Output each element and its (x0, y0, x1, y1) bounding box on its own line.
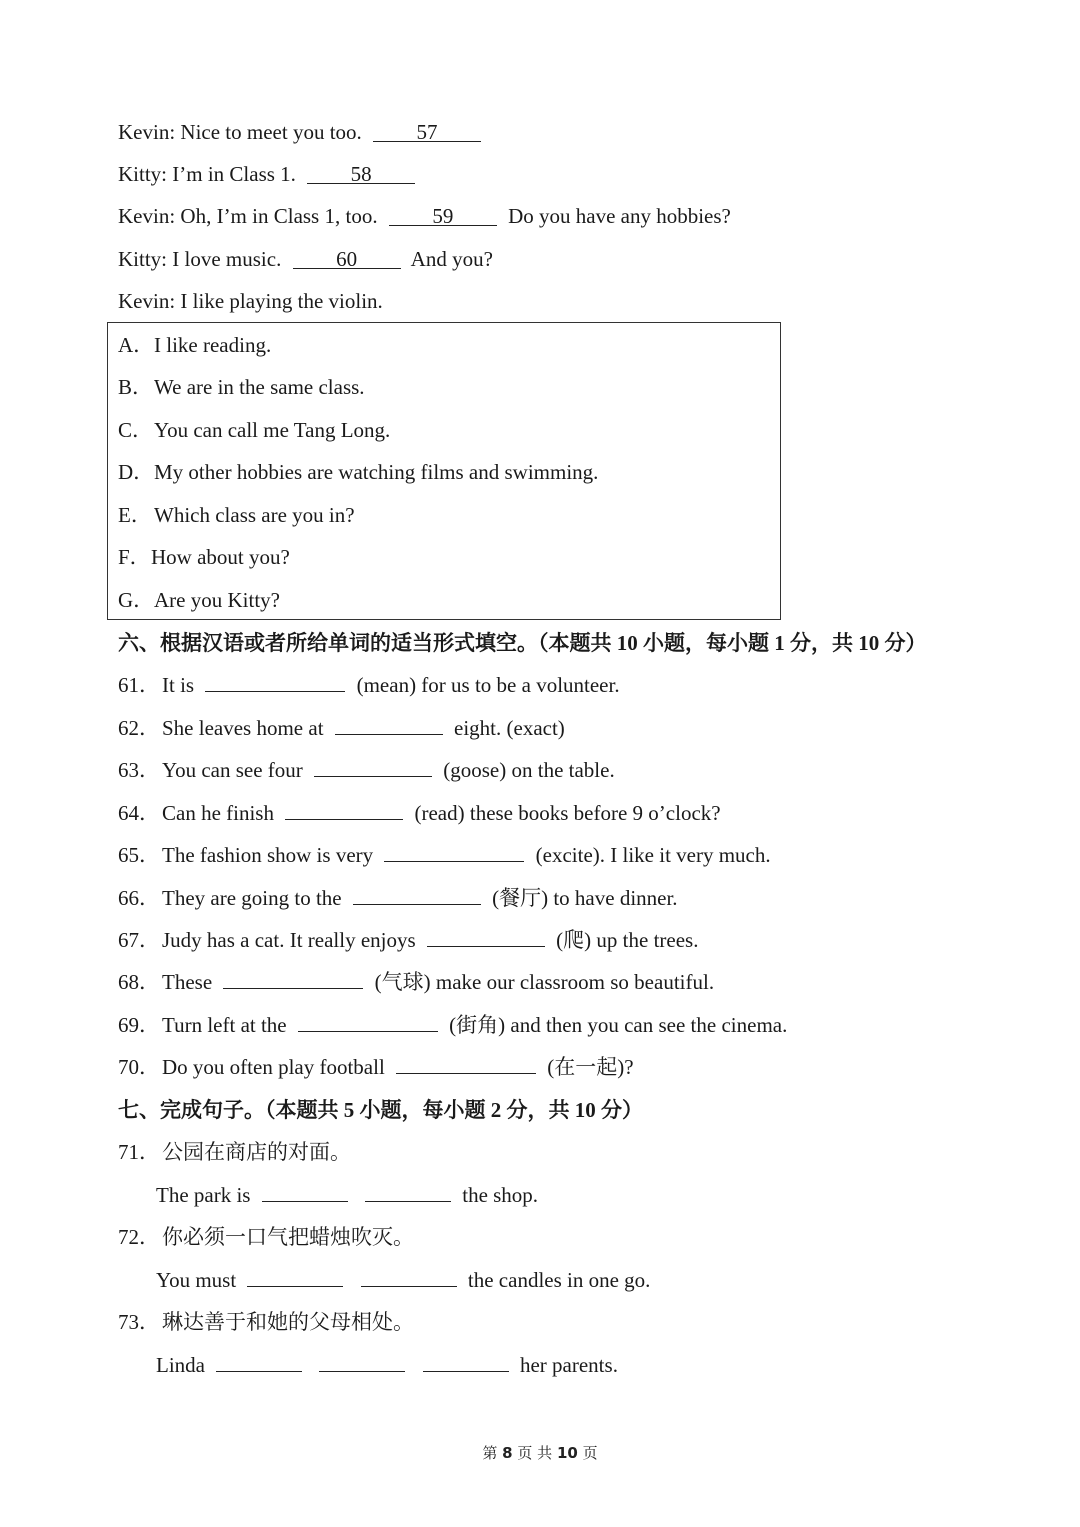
question-73-prompt: 73．琳达善于和她的父母相处。 (118, 1310, 414, 1334)
page-footer: 第 8 页 共 10 页 (482, 1444, 598, 1462)
question-71-prompt: 71．公园在商店的对面。 (118, 1140, 351, 1164)
dialogue-line: Kitty: I’m in Class 1. 58 (118, 160, 421, 188)
answer-blank-57[interactable]: 57 (373, 121, 481, 142)
question-61: 61．It is (mean) for us to be a volunteer. (118, 673, 620, 697)
answer-blank[interactable] (298, 1011, 438, 1032)
answer-blank[interactable] (319, 1351, 405, 1372)
question-65: 65．The fashion show is very (excite). I like it very much. (118, 843, 771, 867)
answer-blank[interactable] (423, 1351, 509, 1372)
question-73-answer: Linda her parents. (156, 1353, 618, 1377)
answer-blank-58[interactable]: 58 (307, 163, 415, 184)
answer-blank[interactable] (223, 968, 363, 989)
question-71-answer: The park is the shop. (156, 1183, 539, 1207)
option-f: F．How about you? (118, 545, 290, 569)
option-a: A．I like reading. (118, 333, 272, 357)
dialogue-line: Kevin: I like playing the violin. (118, 289, 383, 313)
option-e: E． Which class are you in? (118, 503, 355, 527)
question-72-prompt: 72．你必须一口气把蜡烛吹灭。 (118, 1225, 414, 1249)
section-6-heading: 六、根据汉语或者所给单词的适当形式填空。（本题共 10 小题，每小题 1 分，共 10 分） (118, 631, 927, 655)
question-66: 66．They are going to the (餐厅) to have dinner. (118, 886, 678, 910)
answer-blank[interactable] (365, 1181, 451, 1202)
section-7-heading: 七、完成句子。（本题共 5 小题，每小题 2 分，共 10 分） (118, 1098, 643, 1122)
answer-blank[interactable] (396, 1053, 536, 1074)
answer-blank[interactable] (205, 671, 345, 692)
answer-blank[interactable] (216, 1351, 302, 1372)
answer-blank[interactable] (361, 1266, 457, 1287)
question-70: 70．Do you often play football (在一起)? (118, 1055, 634, 1079)
option-g: G．Are you Kitty? (118, 588, 280, 612)
question-68: 68．These (气球) make our classroom so beautiful. (118, 970, 715, 994)
question-64: 64．Can he finish (read) these books before 9 o’clock? (118, 801, 721, 825)
answer-blank[interactable] (314, 756, 432, 777)
dialogue-line: Kevin: Oh, I’m in Class 1, too. 59 Do you have any hobbies? (118, 204, 731, 228)
dialogue-line: Kitty: I love music. 60 And you? (118, 247, 493, 271)
answer-blank[interactable] (353, 884, 481, 905)
question-72-answer: You must the candles in one go. (156, 1268, 651, 1292)
question-67: 67．Judy has a cat. It really enjoys (爬) up the trees. (118, 928, 699, 952)
answer-blank-59[interactable]: 59 (389, 205, 497, 226)
question-63: 63．You can see four (goose) on the table. (118, 758, 615, 782)
option-b: B．We are in the same class. (118, 375, 365, 399)
option-d: D．My other hobbies are watching films and swimming. (118, 460, 599, 484)
page-total: 10 (556, 1444, 578, 1462)
option-c: C．You can call me Tang Long. (118, 418, 391, 442)
question-69: 69．Turn left at the (街角) and then you can see the cinema. (118, 1013, 788, 1037)
answer-blank[interactable] (384, 841, 524, 862)
page-number: 8 (502, 1444, 513, 1462)
question-62: 62．She leaves home at eight. (exact) (118, 716, 565, 740)
answer-blank[interactable] (247, 1266, 343, 1287)
answer-blank[interactable] (335, 714, 443, 735)
answer-blank[interactable] (285, 799, 403, 820)
dialogue-line: Kevin: Nice to meet you too. 57 (118, 118, 487, 146)
answer-blank[interactable] (427, 926, 545, 947)
answer-blank-60[interactable]: 60 (293, 248, 401, 269)
answer-blank[interactable] (262, 1181, 348, 1202)
